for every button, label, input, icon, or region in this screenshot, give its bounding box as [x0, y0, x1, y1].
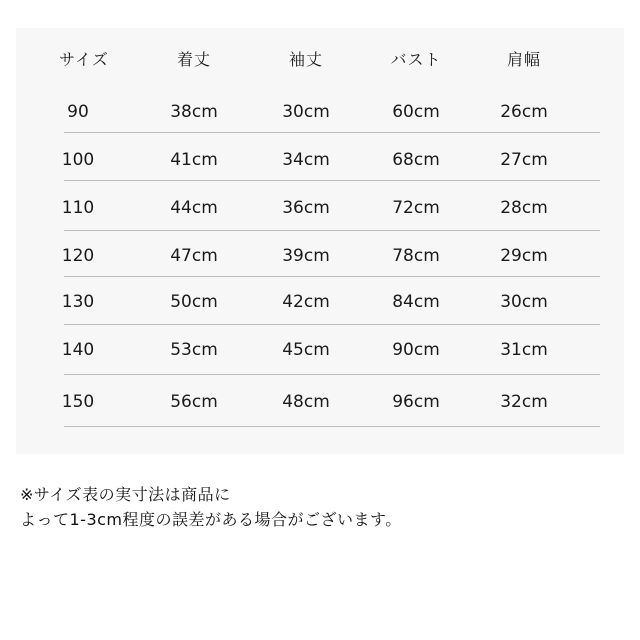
cell-length: 53cm — [170, 340, 218, 360]
cell-size: 140 — [61, 340, 95, 360]
row-divider — [64, 276, 600, 277]
cell-shoulder: 32cm — [500, 392, 548, 412]
cell-length: 38cm — [170, 102, 218, 122]
note-line-2: よって1-3cm程度の誤差がある場合がございます。 — [20, 510, 402, 529]
table-header-row — [16, 28, 624, 84]
cell-shoulder: 27cm — [500, 150, 548, 170]
cell-length: 47cm — [170, 246, 218, 266]
row-divider — [64, 324, 600, 325]
row-divider — [64, 132, 600, 133]
cell-bust: 90cm — [392, 340, 440, 360]
cell-length: 41cm — [170, 150, 218, 170]
cell-length: 44cm — [170, 198, 218, 218]
cell-size: 120 — [61, 246, 95, 266]
cell-length: 56cm — [170, 392, 218, 412]
row-divider — [64, 426, 600, 427]
size-chart-table — [16, 28, 624, 454]
cell-bust: 96cm — [392, 392, 440, 412]
cell-sleeve: 45cm — [282, 340, 330, 360]
cell-sleeve: 34cm — [282, 150, 330, 170]
header-length: 着丈 — [176, 50, 212, 69]
cell-shoulder: 29cm — [500, 246, 548, 266]
cell-sleeve: 42cm — [282, 292, 330, 312]
cell-bust: 78cm — [392, 246, 440, 266]
row-divider — [64, 180, 600, 181]
cell-size: 110 — [61, 198, 95, 218]
cell-bust: 68cm — [392, 150, 440, 170]
cell-length: 50cm — [170, 292, 218, 312]
header-sleeve: 袖丈 — [288, 50, 324, 69]
cell-sleeve: 48cm — [282, 392, 330, 412]
cell-sleeve: 39cm — [282, 246, 330, 266]
header-bust: バスト — [390, 50, 442, 69]
cell-bust: 60cm — [392, 102, 440, 122]
cell-shoulder: 30cm — [500, 292, 548, 312]
size-note — [20, 482, 402, 532]
cell-size: 130 — [61, 292, 95, 312]
cell-size: 150 — [61, 392, 95, 412]
cell-shoulder: 31cm — [500, 340, 548, 360]
header-size: サイズ — [59, 50, 109, 69]
cell-bust: 72cm — [392, 198, 440, 218]
cell-shoulder: 28cm — [500, 198, 548, 218]
cell-size: 90 — [67, 102, 89, 122]
header-shoulder: 肩幅 — [506, 50, 542, 69]
cell-sleeve: 36cm — [282, 198, 330, 218]
cell-size: 100 — [61, 150, 95, 170]
row-divider — [64, 230, 600, 231]
cell-shoulder: 26cm — [500, 102, 548, 122]
row-divider — [64, 374, 600, 375]
cell-bust: 84cm — [392, 292, 440, 312]
cell-sleeve: 30cm — [282, 102, 330, 122]
note-line-1: ※サイズ表の実寸法は商品に — [20, 485, 231, 504]
